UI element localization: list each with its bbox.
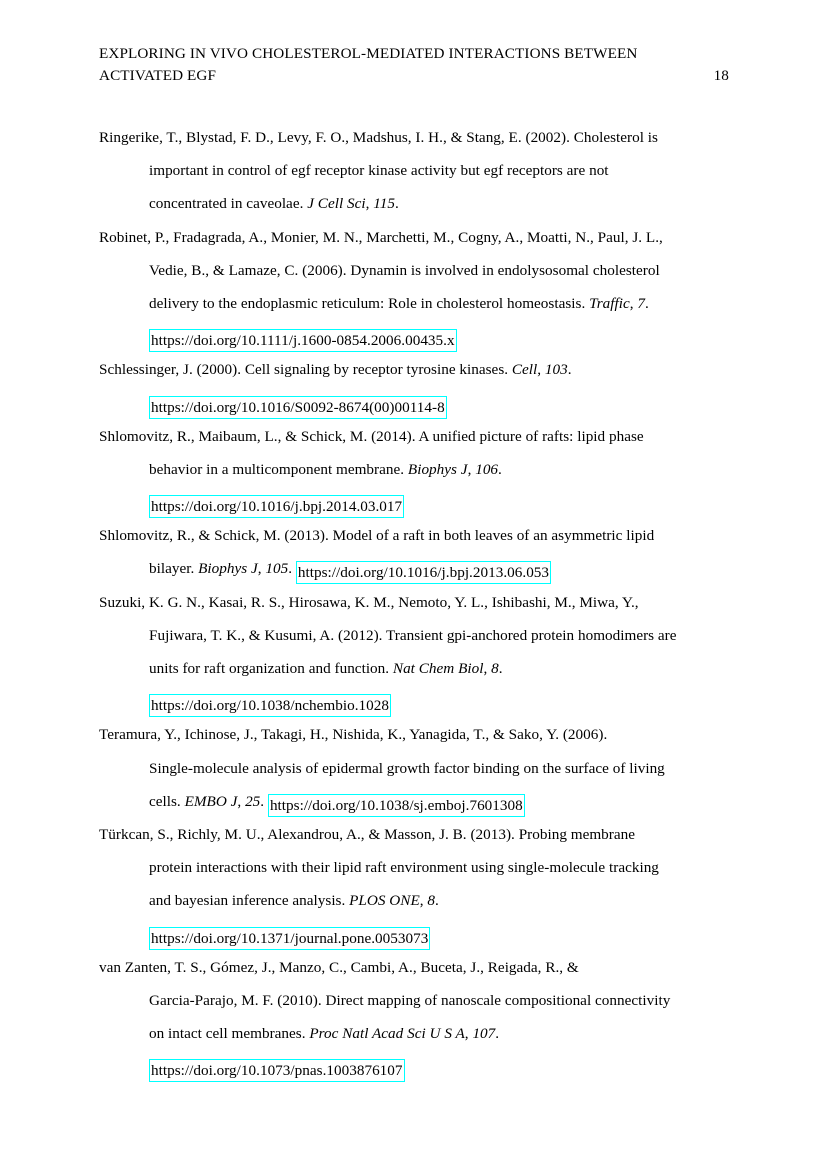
reference-text: van Zanten, T. S., Gómez, J., Manzo, C., Cambi, A., Buceta, J., Reigada, R., & [99,958,579,976]
reference-text: . [567,361,572,379]
reference-text: Vedie, B., & Lamaze, C. (2006). Dynamin is involved in endolysosomal cholesterol [149,261,660,279]
reference-line [99,619,731,652]
reference-entry [99,818,731,951]
reference-text: units for raft organization and function. [149,660,393,677]
journal-title-italic: Traffic [589,294,630,312]
reference-entry [99,519,731,585]
reference-line [99,984,731,1017]
reference-text: . [495,1025,500,1043]
reference-entry [99,121,731,221]
doi-link[interactable]: https://doi.org/10.1038/nchembio.1028 [149,694,391,717]
reference-entry [99,718,731,818]
reference-text: Fujiwara, T. K., & Kusumi, A. (2012). Transient gpi-anchored protein homodimers are [149,626,677,644]
journal-title-italic: Proc Natl Acad Sci U S A [309,1025,465,1043]
reference-line [99,1017,731,1050]
reference-line [99,486,731,519]
reference-text: . [645,294,649,312]
reference-text: , [419,892,428,910]
page-number: 18 [713,67,729,84]
journal-title-italic: Biophys J [198,560,258,578]
reference-line [99,154,731,187]
reference-text: . [498,660,503,677]
reference-line [99,387,731,420]
reference-line [99,785,731,818]
reference-line [99,254,731,287]
reference-text: . [260,792,268,810]
reference-text: , [237,792,246,810]
journal-title-italic: 25 [245,792,261,810]
running-head [99,43,729,87]
reference-line [99,884,731,917]
reference-text: Shlomovitz, R., & Schick, M. (2013). Model of a raft in both leaves of an asymmetric lipid [99,527,655,545]
reference-line [99,752,731,785]
journal-title-italic: 115 [373,195,395,213]
doi-link[interactable]: https://doi.org/10.1038/sj.emboj.7601308 [268,794,525,817]
reference-text: Teramura, Y., Ichinose, J., Takagi, H., Nishida, K., Yanagida, T., & Sako, Y. (2006). [99,726,608,744]
reference-text: , [537,361,545,379]
reference-text: , [257,560,266,578]
reference-text: Ringerike, T., Blystad, F. D., Levy, F. O., Madshus, I. H., & Stang, E. (2002). Cholesterol is [99,129,658,146]
journal-title-italic: Biophys J [407,460,468,478]
reference-line [99,918,731,951]
reference-text: delivery to the endoplasmic reticulum: Role in cholesterol homeostasis. [149,294,590,312]
reference-text: Türkcan, S., Richly, M. U., Alexandrou, A., & Masson, J. B. (2013). Probing membrane [99,825,635,843]
reference-text: Shlomovitz, R., Maibaum, L., & Schick, M. (2014). A unified picture of rafts: lipid phase [99,427,644,445]
doi-link[interactable]: https://doi.org/10.1073/pnas.1003876107 [149,1059,405,1082]
reference-entry [99,951,731,1084]
reference-line [99,353,731,386]
reference-line [99,652,731,685]
reference-text: and bayesian inference analysis. [149,892,350,910]
reference-text: , [483,660,492,677]
running-head-line-1: EXPLORING IN VIVO CHOLESTEROL-MEDIATED INTERACTIONS BETWEEN [99,45,638,62]
reference-text: bilayer. [149,560,199,578]
reference-text: Robinet, P., Fradagrada, A., Monier, M. N., Marchetti, M., Cogny, A., Moatti, N., Paul, J. L., [99,228,663,246]
doi-link[interactable]: https://doi.org/10.1016/j.bpj.2014.03.017 [149,495,404,518]
reference-text: . [394,195,399,213]
reference-text: , [629,294,638,312]
reference-entry [99,420,731,520]
reference-line [99,187,731,220]
reference-text: , [467,460,476,478]
reference-line [99,519,731,552]
journal-title-italic: J Cell Sci [307,195,366,213]
reference-text: behavior in a multicomponent membrane. [149,460,408,478]
reference-line [99,221,731,254]
journal-title-italic: 8 [427,892,436,910]
reference-line [99,420,731,453]
reference-text: protein interactions with their lipid raft environment using single-molecule tracking [149,859,659,877]
journal-title-italic: 103 [544,361,568,379]
journal-title-italic: PLOS ONE [349,892,420,910]
journal-title-italic: 7 [637,294,646,312]
reference-text: on intact cell membranes. [149,1025,310,1043]
journal-title-italic: 105 [265,560,289,578]
reference-line [99,951,731,984]
reference-text: Garcia-Parajo, M. F. (2010). Direct mapping of nanoscale compositional connectivity [149,991,671,1009]
running-head-line-2 [99,65,729,87]
reference-text: , [365,195,374,213]
reference-line [99,121,731,154]
journal-title-italic: 106 [475,460,499,478]
journal-title-italic: 107 [472,1025,496,1043]
doi-link[interactable]: https://doi.org/10.1016/j.bpj.2013.06.053 [296,561,551,584]
reference-line [99,586,731,619]
reference-text: . [435,892,439,910]
doi-link[interactable]: https://doi.org/10.1016/S0092-8674(00)00114-8 [149,396,447,419]
reference-line [99,851,731,884]
reference-line [99,818,731,851]
reference-list [99,121,731,1083]
reference-text: . [288,560,296,578]
reference-line [99,453,731,486]
reference-entry [99,353,731,419]
journal-title-italic: Nat Chem Biol [392,660,484,677]
running-head-line-2-text: ACTIVATED EGF [99,67,217,84]
reference-text: , [464,1025,473,1043]
journal-title-italic: Cell [511,361,538,379]
doi-link[interactable]: https://doi.org/10.1371/journal.pone.0053073 [149,927,430,950]
reference-line [99,718,731,751]
journal-title-italic: 8 [491,660,499,677]
reference-line [99,320,731,353]
reference-line [99,1050,731,1083]
reference-line [99,685,731,718]
reference-text: cells. [149,792,185,810]
reference-line [99,287,731,320]
reference-text: concentrated in caveolae. [149,195,308,213]
reference-text: Suzuki, K. G. N., Kasai, R. S., Hirosawa, K. M., Nemoto, Y. L., Ishibashi, M., Miwa, Y., [99,593,639,611]
journal-title-italic: EMBO J [184,792,238,810]
doi-link[interactable]: https://doi.org/10.1111/j.1600-0854.2006.00435.x [149,329,457,352]
reference-entry [99,221,731,354]
reference-text: . [498,460,502,478]
reference-text: Schlessinger, J. (2000). Cell signaling by receptor tyrosine kinases. [99,361,512,379]
reference-text: Single-molecule analysis of epidermal growth factor binding on the surface of living [149,759,665,777]
reference-text: important in control of egf receptor kinase activity but egf receptors are not [149,162,609,180]
reference-line [99,552,731,585]
reference-entry [99,586,731,719]
